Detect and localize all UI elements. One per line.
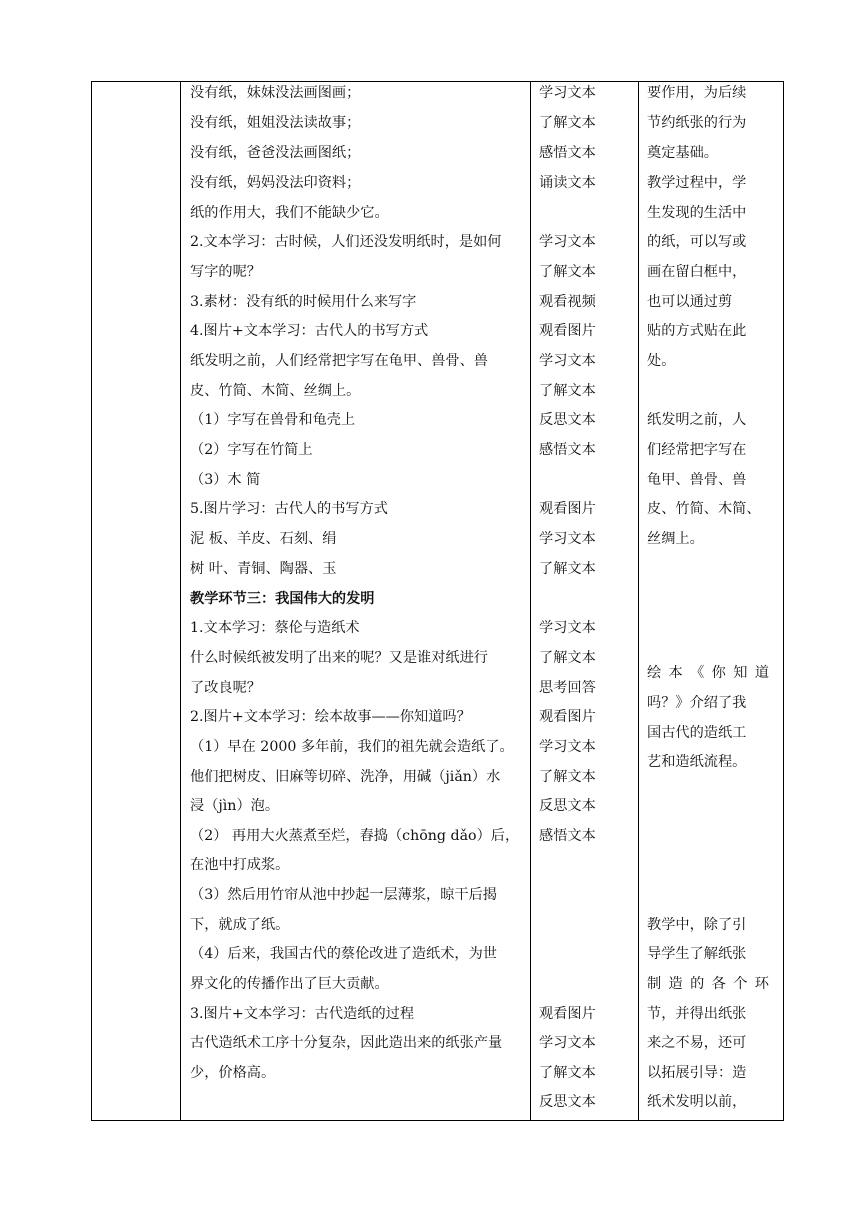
content-line: 写字的呢？: [190, 264, 261, 280]
activity-line: 观看图片: [539, 1006, 596, 1022]
activity-line: 观看图片: [539, 709, 596, 725]
content-line: 3.图片+文本学习：古代造纸的过程: [190, 1006, 415, 1022]
note-line: 纸发明之前，人: [647, 412, 747, 428]
note-line: 们经常把字写在: [647, 442, 747, 458]
activity-line: 了解文本: [539, 264, 596, 280]
note-line: 丝绸上。: [647, 531, 704, 547]
content-line: （2）字写在竹简上: [190, 442, 313, 458]
content-line: 5.图片学习：古代人的书写方式: [190, 501, 388, 517]
note-line: 画在留白框中，: [647, 264, 747, 280]
note-line: 制造的各个环: [647, 976, 769, 992]
content-line: 浸（jìn）泡。: [190, 798, 280, 814]
note-line: 来之不易，还可: [647, 1035, 747, 1051]
activity-line: 学习文本: [539, 531, 596, 547]
content-line: （1）早在 2000 多年前，我们的祖先就会造纸了。: [190, 739, 514, 755]
note-line: 导学生了解纸张: [647, 946, 747, 962]
note-line: 纸术发明以前，: [647, 1094, 747, 1110]
note-line: 贴的方式贴在此: [647, 323, 747, 339]
activity-line: 感悟文本: [539, 828, 596, 844]
activity-line: 学习文本: [539, 1035, 596, 1051]
note-line: 龟甲、兽骨、兽: [647, 472, 747, 488]
content-line: 他们把树皮、旧麻等切碎、洗净，用碱（jiǎn）水: [190, 769, 501, 785]
content-line: （4）后来，我国古代的蔡伦改进了造纸术，为世: [190, 946, 497, 962]
activity-line: 反思文本: [539, 1094, 596, 1110]
column-divider: [530, 82, 531, 1120]
activity-line: 观看图片: [539, 501, 596, 517]
note-line: 节，并得出纸张: [647, 1006, 747, 1022]
activity-line: 诵读文本: [539, 175, 596, 191]
lesson-plan-table: [91, 81, 784, 1121]
note-line: 绘本《你知道: [647, 665, 769, 681]
activity-line: 学习文本: [539, 234, 596, 250]
content-line: 皮、竹简、木简、丝绸上。: [190, 383, 361, 399]
activity-line: 思考回答: [539, 680, 596, 696]
note-line: 教学过程中，学: [647, 175, 747, 191]
activity-line: 了解文本: [539, 769, 596, 785]
note-line: 以拓展引导：造: [647, 1065, 747, 1081]
content-line: （3）然后用竹帘从池中抄起一层薄浆，晾干后揭: [190, 887, 497, 903]
content-line: 没有纸，妈妈没法印资料；: [190, 175, 361, 191]
content-line: 教学环节三：我国伟大的发明: [190, 591, 375, 607]
note-line: 生发现的生活中: [647, 205, 747, 221]
content-line: 1.文本学习：蔡伦与造纸术: [190, 620, 360, 636]
column-divider: [180, 82, 181, 1120]
activity-line: 学习文本: [539, 620, 596, 636]
content-line: （3）木 简: [190, 472, 261, 488]
activity-line: 反思文本: [539, 412, 596, 428]
note-line: 皮、竹简、木简、: [647, 501, 761, 517]
content-line: 纸发明之前，人们经常把字写在龟甲、兽骨、兽: [190, 353, 488, 369]
content-line: 树 叶、青铜、陶器、玉: [190, 561, 337, 577]
note-line: 国古代的造纸工: [647, 725, 747, 741]
content-line: 了改良呢？: [190, 680, 261, 696]
note-line: 处。: [647, 353, 676, 369]
content-line: 2.图片+文本学习：绘本故事——你知道吗？: [190, 709, 471, 725]
content-line: 下，就成了纸。: [190, 917, 290, 933]
content-line: 3.素材：没有纸的时候用什么来写字: [190, 294, 417, 310]
note-line: 吗？》介绍了我: [647, 695, 747, 711]
content-line: 界文化的传播作出了巨大贡献。: [190, 976, 389, 992]
content-line: 泥 板、羊皮、石刻、绢: [190, 531, 337, 547]
activity-line: 反思文本: [539, 798, 596, 814]
content-line: 2.文本学习：古时候，人们还没发明纸时，是如何: [190, 234, 502, 250]
activity-line: 观看图片: [539, 323, 596, 339]
note-line: 节约纸张的行为: [647, 115, 747, 131]
activity-line: 观看视频: [539, 294, 596, 310]
activity-line: 了解文本: [539, 650, 596, 666]
activity-line: 了解文本: [539, 115, 596, 131]
activity-line: 学习文本: [539, 85, 596, 101]
content-line: 纸的作用大，我们不能缺少它。: [190, 205, 389, 221]
note-line: 也可以通过剪: [647, 294, 733, 310]
content-line: 在池中打成浆。: [190, 857, 290, 873]
content-line: 少，价格高。: [190, 1065, 276, 1081]
content-line: （2） 再用大火蒸煮至烂，舂捣（chōng dǎo）后，: [190, 828, 520, 844]
activity-line: 学习文本: [539, 739, 596, 755]
content-line: 没有纸，妹妹没法画图画；: [190, 85, 361, 101]
content-line: 什么时候纸被发明了出来的呢？又是谁对纸进行: [190, 650, 488, 666]
activity-line: 学习文本: [539, 353, 596, 369]
activity-line: 感悟文本: [539, 145, 596, 161]
note-line: 教学中，除了引: [647, 917, 747, 933]
note-line: 的纸，可以写或: [647, 234, 747, 250]
content-line: （1）字写在兽骨和龟壳上: [190, 412, 356, 428]
content-line: 4.图片+文本学习：古代人的书写方式: [190, 323, 429, 339]
column-divider: [638, 82, 639, 1120]
note-line: 艺和造纸流程。: [647, 754, 747, 770]
activity-line: 了解文本: [539, 561, 596, 577]
activity-line: 感悟文本: [539, 442, 596, 458]
note-line: 奠定基础。: [647, 145, 718, 161]
content-line: 没有纸，姐姐没法读故事；: [190, 115, 361, 131]
content-line: 古代造纸术工序十分复杂，因此造出来的纸张产量: [190, 1035, 503, 1051]
content-line: 没有纸，爸爸没法画图纸；: [190, 145, 361, 161]
note-line: 要作用，为后续: [647, 85, 747, 101]
activity-line: 了解文本: [539, 383, 596, 399]
activity-line: 了解文本: [539, 1065, 596, 1081]
